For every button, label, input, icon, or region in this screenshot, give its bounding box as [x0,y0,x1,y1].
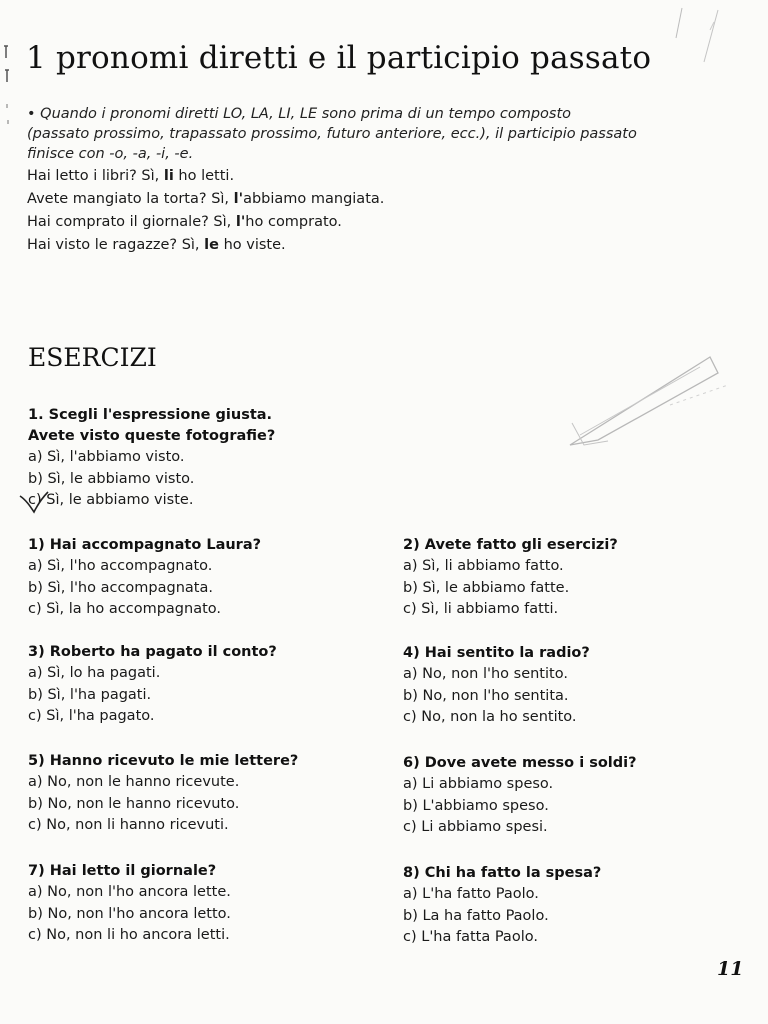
rule-note-line: (passato prossimo, trapassato prossimo, futuro anteriore, ecc.), il participio passato [27,126,637,142]
example-sentence: Hai comprato il giornale? Sì, l'ho comprato. [27,214,342,230]
highlighted-pronoun: l' [233,191,244,207]
question-item [28,535,368,621]
answer-option: b) L'abbiamo speso. [403,797,549,814]
answer-option: a) Sì, lo ha pagati. [28,665,161,681]
handwritten-checkmark-icon [18,490,52,518]
answer-option: b) No, non l'ho ancora letto. [28,905,231,922]
answer-option: b) No, non l'ho sentita. [403,687,569,704]
highlighted-pronoun: le [204,237,219,253]
answer-option: b) No, non le hanno ricevuto. [28,795,240,812]
rule-note-line: • Quando i pronomi diretti LO, LA, LI, LE sono prima di un tempo composto [27,106,572,122]
answer-option: c) Sì, li abbiamo fatti. [403,601,559,617]
question-item [403,535,743,621]
answer-option: a) Li abbiamo speso. [403,776,554,792]
example-sentence: Hai letto i libri? Sì, li ho letti. [27,168,235,184]
answer-option: b) La ha fatto Paolo. [403,907,549,924]
page-number: 11 [717,958,744,980]
question-item [28,751,368,837]
answer-option: a) Sì, l'ho accompagnato. [28,558,213,574]
question-text: 2) Avete fatto gli esercizi? [403,537,618,553]
answer-option: b) Sì, l'ho accompagnata. [28,579,213,596]
answer-option: c) Sì, la ho accompagnato. [28,601,221,617]
rule-note-line: finisce con -o, -a, -i, -e. [27,146,194,162]
exercise-instruction: 1. Scegli l'espressione giusta. [28,407,273,423]
answer-option: a) Sì, l'abbiamo visto. [28,449,185,465]
answer-option: c) Sì, le abbiamo viste. [28,492,194,508]
question-item [403,753,743,839]
answer-option: a) L'ha fatto Paolo. [403,886,539,902]
answer-option: b) Sì, le abbiamo visto. [28,470,195,487]
page-title: 1 pronomi diretti e il participio passato [26,40,652,76]
answer-option: a) No, non l'ho ancora lette. [28,884,231,900]
question-text: 5) Hanno ricevuto le mie lettere? [28,753,299,769]
question-item [28,642,368,728]
answer-option: c) Li abbiamo spesi. [403,819,548,835]
question-item [403,863,743,949]
example-sentence: Avete mangiato la torta? Sì, l'abbiamo mangiata. [27,191,385,207]
example-sentence: Hai visto le ragazze? Sì, le ho viste. [27,237,286,253]
answer-option: a) No, non le hanno ricevute. [28,774,240,790]
pencil-scribble [640,0,740,80]
question-item [403,643,743,729]
question-text: 1) Hai accompagnato Laura? [28,537,262,553]
pencil-sketch [550,345,730,460]
question-text: 3) Roberto ha pagato il conto? [28,644,277,660]
exercise-example [28,405,428,512]
question-text: 7) Hai letto il giornale? [28,863,217,879]
highlighted-pronoun: l' [235,214,246,230]
question-item [28,861,368,947]
highlighted-pronoun: li [163,168,174,184]
section-title: ESERCIZI [28,343,157,372]
answer-option: c) No, non la ho sentito. [403,709,577,725]
margin-marks [0,40,14,130]
question-text: 8) Chi ha fatto la spesa? [403,865,602,881]
answer-option: c) Sì, l'ha pagato. [28,708,155,724]
answer-option: c) L'ha fatta Paolo. [403,929,538,945]
answer-option: b) Sì, l'ha pagati. [28,686,152,703]
grammar-rule [27,105,707,257]
answer-option: b) Sì, le abbiamo fatte. [403,579,570,596]
question-text: 4) Hai sentito la radio? [403,645,590,661]
answer-option: c) No, non li ho ancora letti. [28,927,230,943]
answer-option: c) No, non li hanno ricevuti. [28,817,229,833]
example-question: Avete visto queste fotografie? [28,428,276,444]
question-text: 6) Dove avete messo i soldi? [403,755,637,771]
answer-option: a) No, non l'ho sentito. [403,666,568,682]
answer-option: a) Sì, li abbiamo fatto. [403,558,564,574]
